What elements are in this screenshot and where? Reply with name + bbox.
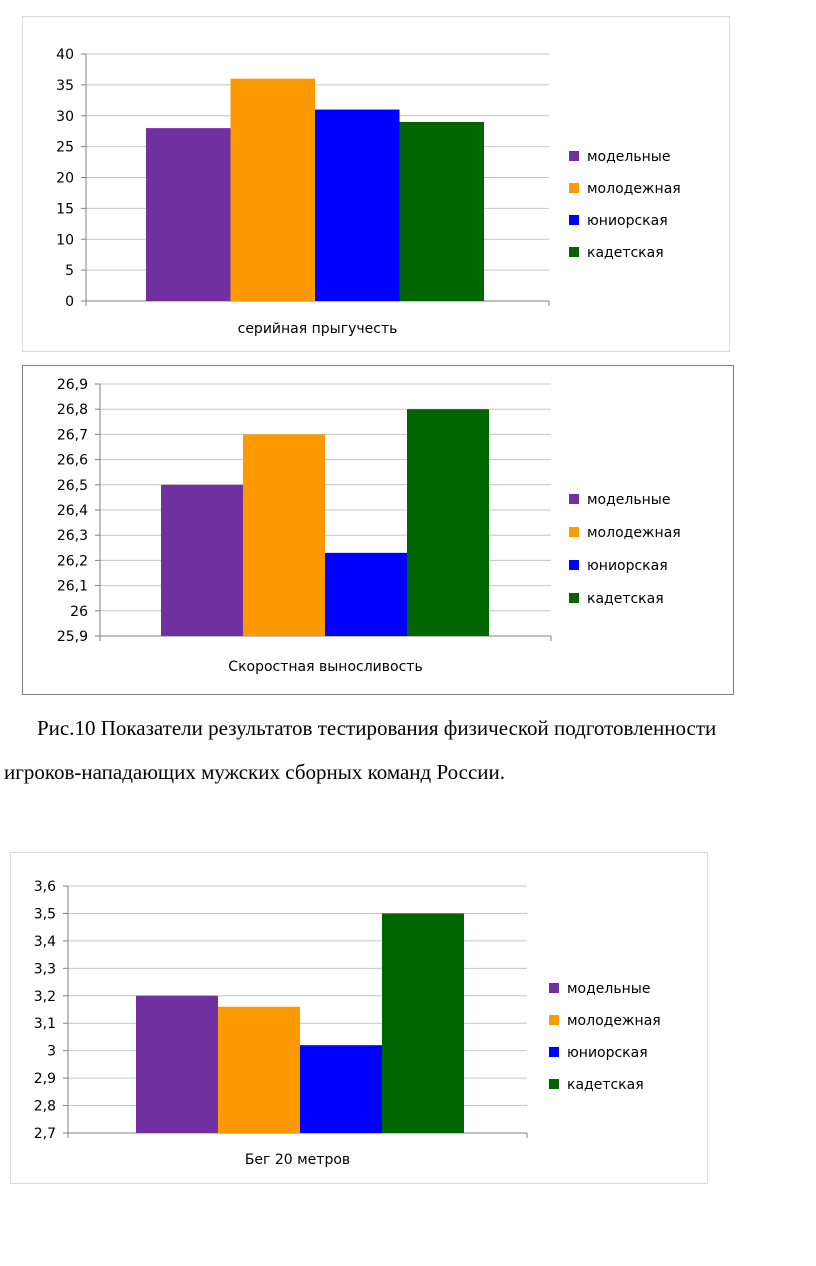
legend-label-3: юниорская [587, 213, 668, 229]
y-tick-label: 30 [56, 108, 74, 125]
legend-swatch-2 [549, 1015, 559, 1025]
legend-label-1: модельные [587, 492, 671, 508]
y-tick-label: 26,8 [56, 402, 88, 419]
y-tick-label: 2,9 [33, 1071, 56, 1088]
chart-svg [23, 366, 733, 694]
legend-swatch-1 [569, 494, 579, 504]
legend-label-4: кадетская [567, 1077, 644, 1093]
y-tick-label: 3,6 [33, 879, 56, 895]
legend-label-4: кадетская [587, 591, 664, 607]
legend-label-2: молодежная [587, 181, 681, 197]
figure-caption-line-1: Рис.10 Показатели результатов тестирования физической подготовленности [37, 716, 717, 740]
legend-swatch-4 [569, 247, 579, 257]
y-tick-label: 26,9 [56, 377, 88, 393]
y-tick-label: 3,5 [33, 906, 56, 923]
y-tick-label: 3 [47, 1043, 56, 1060]
y-tick-label: 26,7 [56, 427, 88, 444]
chart-svg [11, 853, 707, 1183]
y-tick-label: 2,8 [33, 1098, 56, 1115]
legend-label-1: модельные [567, 981, 651, 997]
bar-3 [325, 553, 407, 636]
y-tick-label: 3,1 [33, 1016, 56, 1033]
y-tick-label: 26,6 [56, 452, 88, 469]
bar-1 [161, 485, 243, 636]
chart-20m-sprint [10, 852, 708, 1184]
y-tick-label: 20 [56, 170, 74, 187]
bar-3 [300, 1045, 382, 1133]
legend-swatch-2 [569, 183, 579, 193]
chart-speed-endurance [22, 365, 734, 695]
bar-2 [218, 1007, 300, 1133]
legend-label-3: юниорская [587, 558, 668, 574]
bar-1 [136, 996, 218, 1133]
y-tick-label: 10 [56, 232, 74, 249]
y-tick-label: 15 [56, 201, 74, 218]
y-tick-label: 40 [56, 47, 74, 63]
y-tick-label: 25,9 [56, 629, 88, 645]
chart-svg [23, 17, 729, 351]
bar-4 [400, 122, 485, 301]
legend-swatch-3 [569, 560, 579, 570]
y-tick-label: 35 [56, 77, 74, 94]
y-tick-label: 26,5 [56, 477, 88, 494]
y-tick-label: 2,7 [33, 1126, 56, 1142]
legend-swatch-4 [549, 1079, 559, 1089]
bar-4 [382, 913, 464, 1133]
legend-swatch-3 [569, 215, 579, 225]
legend-label-2: молодежная [567, 1013, 661, 1029]
y-tick-label: 5 [65, 263, 74, 280]
bar-2 [231, 79, 316, 301]
legend-label-4: кадетская [587, 245, 664, 261]
legend-swatch-1 [569, 151, 579, 161]
legend-swatch-4 [569, 593, 579, 603]
y-tick-label: 26,1 [56, 578, 88, 595]
y-tick-label: 26 [70, 603, 88, 620]
legend-swatch-2 [569, 527, 579, 537]
y-tick-label: 0 [65, 294, 74, 310]
legend-swatch-3 [549, 1047, 559, 1057]
y-tick-label: 3,2 [33, 988, 56, 1005]
category-label: Бег 20 метров [244, 1152, 351, 1168]
legend-label-2: молодежная [587, 525, 681, 541]
y-tick-label: 26,3 [56, 528, 88, 545]
y-tick-label: 26,2 [56, 553, 88, 570]
legend-label-1: модельные [587, 149, 671, 165]
y-tick-label: 3,4 [33, 933, 56, 950]
category-label: Скоростная выносливость [228, 659, 423, 675]
chart-serial-jumping [22, 16, 730, 352]
y-tick-label: 3,3 [33, 961, 56, 978]
bar-1 [146, 128, 231, 301]
y-tick-label: 26,4 [56, 503, 88, 519]
figure-caption-line-2: игроков-нападающих мужских сборных команд России. [4, 760, 506, 784]
legend-swatch-1 [549, 983, 559, 993]
bar-3 [315, 110, 400, 301]
bar-2 [243, 434, 325, 636]
y-tick-label: 25 [56, 139, 74, 156]
category-label: серийная прыгучесть [237, 321, 398, 337]
legend-label-3: юниорская [567, 1045, 648, 1061]
bar-4 [407, 409, 489, 636]
